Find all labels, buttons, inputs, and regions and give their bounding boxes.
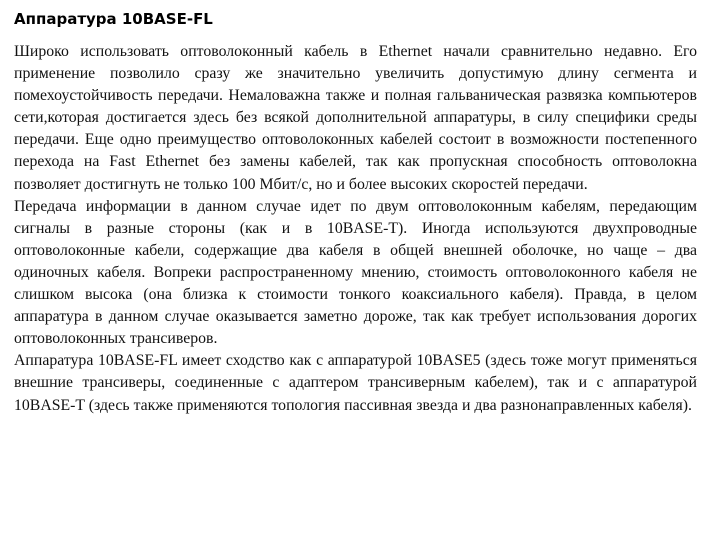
body-text <box>14 41 697 417</box>
paragraph-similarity: Аппаратура 10BASE-FL имеет сходство как с аппаратурой 10BASE5 (здесь тоже могут применяться внешние трансиверы, соединенные с адаптером трансиверным кабелем), так и с аппаратурой 10BASE-T (здесь также применяются топология пассивная звезда и два разнонаправленных кабеля). <box>14 352 697 414</box>
paragraph-transmission: Передача информации в данном случае идет по двум оптоволоконным кабелям, передающим сигналы в разные стороны (как и в 10BASE-T). Иногда используются двухпроводные оптоволоконные кабели, содержащие два кабеля в общей внешней оболочке, но чаще – два одиночных кабеля. Вопреки распространенному мнению, стоимость оптоволоконного кабеля не слишком высока (она близка к стоимости тонкого коаксиального кабеля). Правда, в целом аппаратура в данном случае оказывается заметно дороже, так как требует использования дорогих оптоволоконных трансиверов. <box>14 197 697 348</box>
paragraph-fiber-intro: Широко использовать оптоволоконный кабель в Ethernet начали сравнительно недавно. Его применение позволило сразу же значительно увеличить допустимую длину сегмента и помехоустойчивость передачи. Немаловажна также и полная гальваническая развязка компьютеров сети,которая достигается здесь без всякой дополнительной аппаратуры, в силу специфики среды передачи. Еще одно преимущество оптоволоконных кабелей состоит в возможности постепенного перехода на Fast Ethernet без замены кабелей, так как пропускная способность оптоволокна позволяет достигнуть не только 100 Мбит/с, но и более высоких скоростей передачи. <box>14 43 697 193</box>
page-title: Аппаратура 10BASE-FL <box>14 10 213 28</box>
